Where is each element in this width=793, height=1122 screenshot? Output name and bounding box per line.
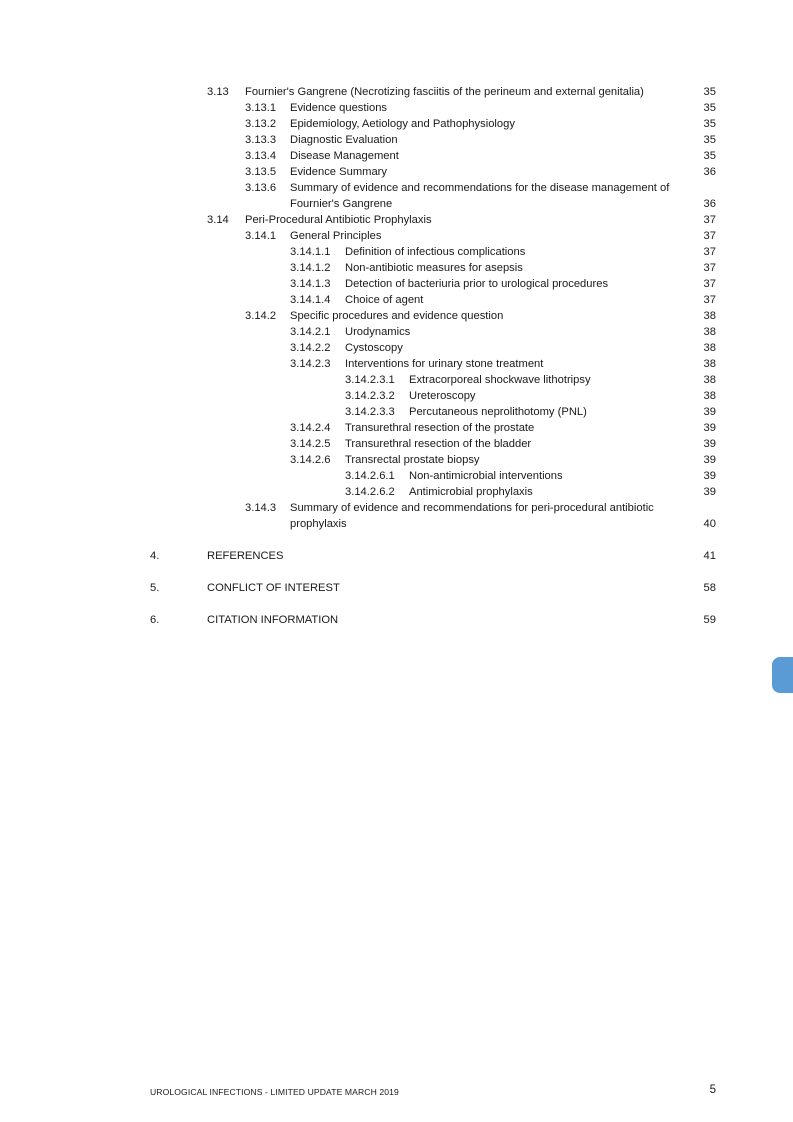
section-number: 3.14.1.3 — [290, 278, 331, 290]
toc-entry-3-13-6[interactable] — [0, 180, 793, 196]
toc-entry-3-14-1-3[interactable] — [0, 276, 793, 292]
section-title: REFERENCES — [207, 550, 284, 562]
section-title: Specific procedures and evidence question — [290, 310, 504, 322]
section-number: 3.14.2.2 — [290, 342, 331, 354]
section-title: Disease Management — [290, 150, 399, 162]
section-title: Evidence Summary — [290, 166, 387, 178]
section-title: Percutaneous neprolithotomy (PNL) — [409, 406, 587, 418]
page-number: 59 — [703, 614, 716, 626]
table-of-contents — [0, 84, 793, 628]
section-title: Summary of evidence and recommendations for peri-procedural antibiotic — [290, 502, 654, 514]
spacer — [0, 596, 793, 612]
section-title: Detection of bacteriuria prior to urological procedures — [345, 278, 609, 290]
section-number: 3.13 — [207, 86, 229, 98]
section-title: Peri-Procedural Antibiotic Prophylaxis — [245, 214, 432, 226]
section-number: 3.14.2.4 — [290, 422, 331, 434]
toc-entry-3-14-2-3-1[interactable] — [0, 372, 793, 388]
section-title: Choice of agent — [345, 294, 424, 306]
section-number: 3.14.2 — [245, 310, 277, 322]
toc-entry-3-14-2-1[interactable] — [0, 324, 793, 340]
toc-entry-3-14[interactable] — [0, 212, 793, 228]
section-number: 3.14.2.1 — [290, 326, 331, 338]
spacer — [0, 532, 793, 548]
page-number: 35 — [703, 134, 716, 146]
section-number: 3.14.1.4 — [290, 294, 331, 306]
toc-entry-3-14-2-2[interactable] — [0, 340, 793, 356]
chapter-side-tab — [772, 657, 793, 693]
toc-entry-3-14-3-continued[interactable] — [0, 516, 793, 532]
toc-entry-references[interactable] — [0, 548, 793, 564]
toc-entry-3-14-2-3-2[interactable] — [0, 388, 793, 404]
page-number: 35 — [703, 150, 716, 162]
section-title: Definition of infectious complications — [345, 246, 526, 258]
toc-entry-3-13-4[interactable] — [0, 148, 793, 164]
section-title: Cystoscopy — [345, 342, 403, 354]
page-number: 37 — [703, 230, 716, 242]
section-title: Transurethral resection of the bladder — [345, 438, 532, 450]
section-number: 3.13.4 — [245, 150, 277, 162]
page-number: 35 — [703, 118, 716, 130]
toc-entry-3-13[interactable] — [0, 84, 793, 100]
section-title: General Principles — [290, 230, 382, 242]
section-title: Non-antimicrobial interventions — [409, 470, 563, 482]
page-number: 38 — [703, 342, 716, 354]
page-number: 35 — [703, 86, 716, 98]
page-number: 39 — [703, 486, 716, 498]
section-title-continued: Fournier's Gangrene — [290, 198, 393, 210]
toc-entry-3-14-1-4[interactable] — [0, 292, 793, 308]
toc-entry-3-14-3[interactable] — [0, 500, 793, 516]
toc-entry-3-14-1[interactable] — [0, 228, 793, 244]
page-number: 38 — [703, 374, 716, 386]
section-number: 3.14.2.3.3 — [345, 406, 395, 418]
section-number: 3.14.1.1 — [290, 246, 331, 258]
page-number: 39 — [703, 454, 716, 466]
section-number: 3.14.2.6 — [290, 454, 331, 466]
toc-entry-3-14-2[interactable] — [0, 308, 793, 324]
page-number: 35 — [703, 102, 716, 114]
section-number: 3.13.6 — [245, 182, 277, 194]
page-number: 40 — [703, 518, 716, 530]
page-number: 37 — [703, 278, 716, 290]
section-title: Transurethral resection of the prostate — [345, 422, 535, 434]
toc-entry-3-13-1[interactable] — [0, 100, 793, 116]
footer-page-number: 5 — [709, 1084, 716, 1096]
page-number: 38 — [703, 390, 716, 402]
page-number: 36 — [703, 198, 716, 210]
toc-entry-3-14-2-3[interactable] — [0, 356, 793, 372]
section-number: 3.14.2.3.2 — [345, 390, 395, 402]
section-number: 6. — [150, 614, 160, 626]
toc-entry-3-13-3[interactable] — [0, 132, 793, 148]
toc-entry-citation-information[interactable] — [0, 612, 793, 628]
page-number: 39 — [703, 438, 716, 450]
toc-entry-3-14-1-2[interactable] — [0, 260, 793, 276]
section-number: 3.14.1 — [245, 230, 277, 242]
section-number: 3.13.1 — [245, 102, 277, 114]
page-number: 37 — [703, 262, 716, 274]
toc-entry-3-14-2-5[interactable] — [0, 436, 793, 452]
page-number: 36 — [703, 166, 716, 178]
page-number: 38 — [703, 326, 716, 338]
section-number: 3.14.2.6.2 — [345, 486, 395, 498]
spacer — [0, 564, 793, 580]
page-number: 38 — [703, 358, 716, 370]
section-title: Non-antibiotic measures for asepsis — [345, 262, 523, 274]
toc-entry-3-13-6-continued[interactable] — [0, 196, 793, 212]
page-number: 39 — [703, 470, 716, 482]
page-number: 37 — [703, 214, 716, 226]
page-number: 37 — [703, 294, 716, 306]
toc-entry-3-14-2-6[interactable] — [0, 452, 793, 468]
page-number: 41 — [703, 550, 716, 562]
section-title: Epidemiology, Aetiology and Pathophysiology — [290, 118, 515, 130]
toc-entry-3-14-1-1[interactable] — [0, 244, 793, 260]
section-number: 3.14.2.3 — [290, 358, 331, 370]
section-title: Urodynamics — [345, 326, 411, 338]
section-number: 3.13.3 — [245, 134, 277, 146]
section-title: Interventions for urinary stone treatment — [345, 358, 544, 370]
page-number: 37 — [703, 246, 716, 258]
page-number: 38 — [703, 310, 716, 322]
page-number: 58 — [703, 582, 716, 594]
toc-entry-conflict-of-interest[interactable] — [0, 580, 793, 596]
section-title: Ureteroscopy — [409, 390, 476, 402]
section-title: Evidence questions — [290, 102, 388, 114]
toc-entry-3-14-2-3-3[interactable] — [0, 404, 793, 420]
section-number: 3.14.1.2 — [290, 262, 331, 274]
section-title: Antimicrobial prophylaxis — [409, 486, 533, 498]
section-title: Transrectal prostate biopsy — [345, 454, 480, 466]
toc-entry-3-14-2-4[interactable] — [0, 420, 793, 436]
section-number: 3.13.5 — [245, 166, 277, 178]
section-number: 3.14 — [207, 214, 229, 226]
page-number: 39 — [703, 406, 716, 418]
toc-entry-3-14-2-6-2[interactable] — [0, 484, 793, 500]
section-number: 4. — [150, 550, 160, 562]
section-title: Fournier's Gangrene (Necrotizing fasciitis of the perineum and external genitalia) — [245, 86, 644, 98]
page-number: 39 — [703, 422, 716, 434]
section-title: CITATION INFORMATION — [207, 614, 339, 626]
section-title-continued: prophylaxis — [290, 518, 347, 530]
section-title: Diagnostic Evaluation — [290, 134, 398, 146]
section-number: 3.14.2.5 — [290, 438, 331, 450]
section-title: Summary of evidence and recommendations for the disease management of — [290, 182, 670, 194]
section-number: 3.14.2.3.1 — [345, 374, 395, 386]
toc-entry-3-13-5[interactable] — [0, 164, 793, 180]
section-title: CONFLICT OF INTEREST — [207, 582, 340, 594]
section-number: 5. — [150, 582, 160, 594]
footer-title: UROLOGICAL INFECTIONS - LIMITED UPDATE MARCH 2019 — [150, 1087, 399, 1097]
section-title: Extracorporeal shockwave lithotripsy — [409, 374, 591, 386]
section-number: 3.14.3 — [245, 502, 277, 514]
section-number: 3.14.2.6.1 — [345, 470, 395, 482]
section-number: 3.13.2 — [245, 118, 277, 130]
toc-entry-3-14-2-6-1[interactable] — [0, 468, 793, 484]
toc-entry-3-13-2[interactable] — [0, 116, 793, 132]
